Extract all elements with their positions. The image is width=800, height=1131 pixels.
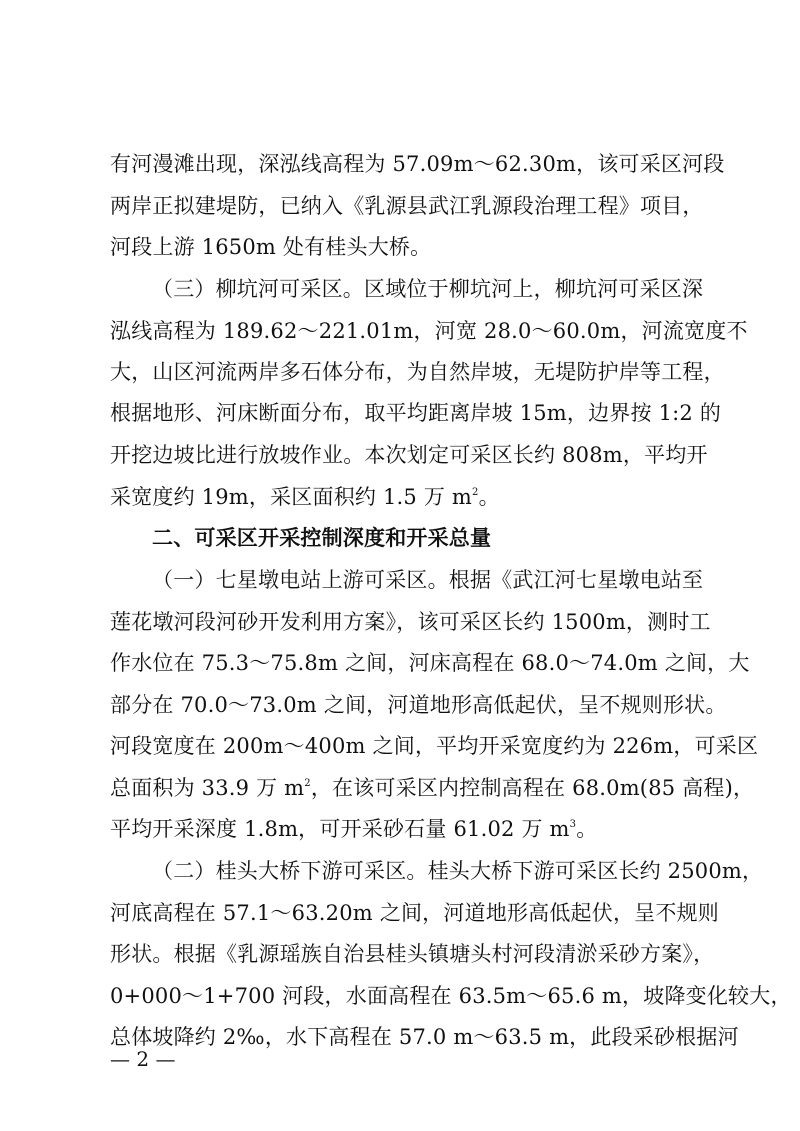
text-line bbox=[110, 814, 710, 844]
text-line: 有河漫滩出现，深泓线高程为 57.09m～62.30m，该可采区河段 bbox=[110, 152, 725, 176]
text-line: 河底高程在 57.1～63.20m 之间，河道地形高低起伏，呈不规则 bbox=[110, 901, 719, 925]
paragraph-start-line: （三）柳坑河可采区。区域位于柳坑河上，柳坑河可采区深 bbox=[152, 277, 704, 301]
text-line: 部分在 70.0～73.0m 之间，河道地形高低起伏，呈不规则形状。 bbox=[110, 693, 727, 717]
text-line bbox=[110, 773, 755, 803]
text-line: 大，山区河流两岸多石体分布，为自然岸坡，无堤防护岸等工程， bbox=[110, 360, 725, 384]
text-line: 作水位在 75.3～75.8m 之间，河床高程在 68.0～74.0m 之间，大 bbox=[110, 651, 750, 675]
text-line: 形状。根据《乳源瑶族自治县桂头镇塘头村河段清淤采砂方案》， bbox=[110, 942, 715, 966]
superscript: 3 bbox=[569, 819, 577, 830]
paragraph-start-line: （一）七星墩电站上游可采区。根据《武江河七星墩电站至 bbox=[152, 568, 704, 592]
text-line: 两岸正拟建堤防，已纳入《乳源县武江乳源段治理工程》项目， bbox=[110, 194, 704, 218]
paragraph-start-line: （二）桂头大桥下游可采区。桂头大桥下游可采区长约 2500m， bbox=[152, 859, 764, 883]
text-line: 总体坡降约 2‰，水下高程在 57.0 m～63.5 m，此段采砂根据河 bbox=[110, 1025, 739, 1049]
text-line: 河段上游 1650m 处有桂头大桥。 bbox=[110, 235, 432, 259]
text-line: 0+000～1+700 河段，水面高程在 63.5m～65.6 m，坡降变化较大， bbox=[110, 984, 792, 1008]
text-line: 莲花墩河段河砂开发利用方案》，该可采区长约 1500m，测时工 bbox=[110, 610, 711, 634]
text-line bbox=[110, 482, 710, 512]
text-line: 根据地形、河床断面分布，取平均距离岸坡 15m，边界按 1:2 的 bbox=[110, 401, 722, 425]
text-span: 平均开采深度 1.8m，可开采砂石量 61.02 万 m bbox=[110, 817, 570, 841]
text-line: 泓线高程为 189.62～221.01m，河宽 28.0～60.0m，河流宽度不 bbox=[110, 319, 748, 343]
superscript: 2 bbox=[304, 778, 311, 789]
superscript: 2 bbox=[472, 487, 479, 498]
page-number: — 2 — bbox=[110, 1047, 176, 1071]
text-span: ，在该可采区内控制高程在 68.0m(85 高程)， bbox=[310, 776, 755, 800]
text-span: 。 bbox=[576, 817, 598, 841]
text-span: 。 bbox=[478, 485, 500, 509]
text-span: 采宽度约 19m，采区面积约 1.5 万 m bbox=[110, 485, 473, 509]
text-line: 河段宽度在 200m～400m 之间，平均开采宽度约为 226m，可采区 bbox=[110, 734, 759, 758]
text-line: 开挖边坡比进行放坡作业。本次划定可采区长约 808m，平均开 bbox=[110, 443, 708, 467]
text-span: 总面积为 33.9 万 m bbox=[110, 776, 305, 800]
section-heading: 二、可采区开采控制深度和开采总量 bbox=[152, 526, 492, 550]
